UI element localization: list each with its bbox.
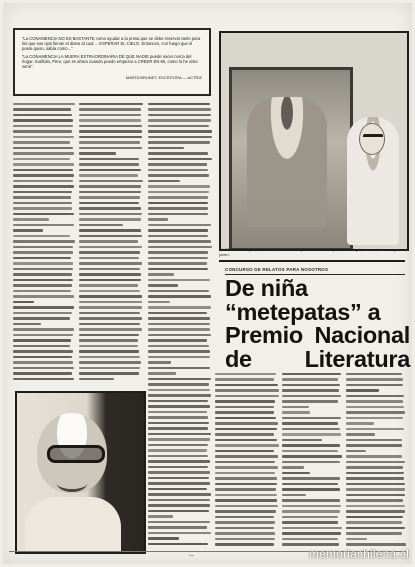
- author-mouth: [57, 475, 87, 492]
- article-headline: [225, 277, 410, 371]
- text-line: [215, 536, 279, 542]
- text-line: [282, 426, 342, 432]
- text-line: [79, 156, 143, 162]
- text-line: [215, 437, 279, 443]
- text-line: [13, 222, 75, 228]
- text-line: [79, 178, 143, 184]
- text-line: [282, 503, 342, 509]
- text-line: [79, 354, 143, 360]
- photo-caption: LA ESCRITORA y un Premio Nacional al trabajo ante el retrato que le hizo el pintor cuando era muy joven.: [219, 248, 405, 262]
- text-line: [282, 448, 342, 454]
- text-line: [13, 376, 75, 382]
- text-line: [215, 382, 279, 388]
- text-line: [79, 233, 143, 239]
- text-line: [79, 343, 143, 349]
- photo-author-portrait: [15, 391, 146, 554]
- text-line: [79, 255, 143, 261]
- text-line: [346, 382, 406, 388]
- text-line: [346, 514, 406, 520]
- text-line: [346, 525, 406, 531]
- text-line: [148, 398, 212, 404]
- text-line: [148, 101, 212, 107]
- text-line: [13, 354, 75, 360]
- text-line: [148, 167, 212, 173]
- text-line: [215, 404, 279, 410]
- text-line: [215, 492, 279, 498]
- text-line: [13, 343, 75, 349]
- text-line: [282, 415, 342, 421]
- text-line: [13, 310, 75, 316]
- text-line: [215, 525, 279, 531]
- text-line: [346, 371, 406, 377]
- text-line: [282, 459, 342, 465]
- quote-paragraph-2: “La CONAMENCIA LA MUERA EXTRAORDINARIA DE QUE NADIE puede nacer cerca del hogar. Suéltalo, Pero, que es ahora cuando puedo empezar a CREER EN MI, como lo he visto venir”.: [22, 54, 198, 69]
- text-line: [13, 255, 75, 261]
- text-line: [148, 541, 212, 547]
- text-line: [148, 200, 212, 206]
- text-line: [148, 497, 212, 503]
- article-kicker: CONCURSO DE RELATOS PARA NOSOTROS: [225, 267, 405, 275]
- text-line: [13, 211, 75, 217]
- text-line: [79, 244, 143, 250]
- text-line: [215, 514, 279, 520]
- text-line: [282, 536, 342, 542]
- author-glasses: [47, 445, 105, 463]
- text-line: [148, 354, 212, 360]
- text-line: [148, 288, 212, 294]
- text-line: [13, 167, 75, 173]
- text-line: [148, 112, 212, 118]
- text-line: [346, 470, 406, 476]
- text-line: [79, 123, 143, 129]
- text-line: [79, 321, 143, 327]
- text-line: [346, 492, 406, 498]
- text-line: [13, 178, 75, 184]
- text-column-5: [282, 371, 342, 551]
- text-line: [13, 123, 75, 129]
- glasses: [363, 134, 383, 142]
- text-line: [79, 299, 143, 305]
- text-line: [148, 519, 212, 525]
- text-line: [148, 277, 212, 283]
- text-line: [13, 156, 75, 162]
- text-line: [148, 321, 212, 327]
- text-line: [13, 189, 75, 195]
- text-line: [148, 156, 212, 162]
- text-line: [215, 481, 279, 487]
- text-line: [215, 393, 279, 399]
- text-line: [346, 459, 406, 465]
- text-line: [13, 288, 75, 294]
- text-line: [346, 426, 406, 432]
- quote-box: [13, 28, 211, 96]
- author-body: [25, 497, 121, 554]
- text-line: [148, 464, 212, 470]
- headline-line-1: De niña: [225, 275, 308, 301]
- text-line: [282, 514, 342, 520]
- text-line: [13, 112, 75, 118]
- text-line: [148, 387, 212, 393]
- text-line: [79, 189, 143, 195]
- text-line: [346, 404, 406, 410]
- text-line: [282, 393, 342, 399]
- text-line: [148, 365, 212, 371]
- text-line: [148, 266, 212, 272]
- text-line: [79, 365, 143, 371]
- text-line: [148, 453, 212, 459]
- page-number: —: [189, 553, 194, 559]
- photo-portrait-with-painting: [219, 31, 409, 251]
- text-line: [148, 486, 212, 492]
- text-line: [79, 101, 143, 107]
- text-line: [215, 542, 279, 548]
- text-line: [79, 266, 143, 272]
- watermark: memoriachilena.cl: [308, 547, 409, 561]
- text-line: [215, 415, 279, 421]
- text-line: [79, 145, 143, 151]
- text-line: [13, 365, 75, 371]
- text-line: [148, 442, 212, 448]
- headline-line-2: “metepatas” a: [225, 298, 381, 325]
- text-line: [148, 508, 212, 514]
- text-line: [13, 332, 75, 338]
- text-line: [148, 244, 212, 250]
- text-line: [215, 426, 279, 432]
- quote-credit: MARTA BRUNET, ESCRITORA — ACTRIZ: [125, 75, 202, 80]
- text-line: [215, 448, 279, 454]
- text-line: [148, 332, 212, 338]
- text-line: [13, 101, 75, 107]
- text-line: [148, 431, 212, 437]
- text-line: [13, 277, 75, 283]
- text-column-1: [13, 101, 75, 386]
- text-line: [79, 310, 143, 316]
- text-line: [215, 371, 279, 377]
- text-line: [79, 200, 143, 206]
- text-column-6: [346, 371, 406, 551]
- text-line: [13, 233, 75, 239]
- text-column-2: [79, 101, 143, 386]
- text-column-3: [148, 101, 212, 551]
- headline-line-3: Premio Nacional: [225, 322, 410, 348]
- text-line: [346, 481, 406, 487]
- text-line: [148, 233, 212, 239]
- text-line: [79, 112, 143, 118]
- painted-figure: [247, 97, 327, 227]
- text-line: [282, 525, 342, 531]
- text-line: [148, 123, 212, 129]
- text-line: [346, 393, 406, 399]
- text-line: [148, 211, 212, 217]
- text-line: [148, 376, 212, 382]
- text-line: [346, 437, 406, 443]
- text-line: [13, 244, 75, 250]
- text-line: [79, 134, 143, 140]
- text-line: [346, 503, 406, 509]
- text-line: [346, 415, 406, 421]
- text-line: [148, 310, 212, 316]
- text-line: [148, 255, 212, 261]
- text-line: [79, 211, 143, 217]
- text-line: [148, 222, 212, 228]
- text-line: [13, 200, 75, 206]
- text-line: [148, 343, 212, 349]
- text-line: [148, 189, 212, 195]
- text-line: [148, 409, 212, 415]
- text-column-4: [215, 371, 279, 551]
- text-line: [282, 371, 342, 377]
- text-line: [148, 530, 212, 536]
- text-line: [215, 470, 279, 476]
- text-line: [282, 481, 342, 487]
- text-line: [13, 145, 75, 151]
- text-line: [79, 277, 143, 283]
- text-line: [148, 134, 212, 140]
- text-line: [148, 475, 212, 481]
- text-line: [13, 266, 75, 272]
- text-line: [79, 332, 143, 338]
- newspaper-page: [3, 3, 412, 564]
- text-line: [215, 459, 279, 465]
- text-line: [79, 288, 143, 294]
- text-line: [79, 167, 143, 173]
- text-line: [13, 134, 75, 140]
- text-line: [282, 382, 342, 388]
- text-line: [215, 503, 279, 509]
- text-line: [79, 376, 143, 382]
- quote-paragraph-1: “La CONAMENCIA NO ES BASTANTE como ayudar a la prosa que se debe reservar tanto para los que sus ojos llenan el diario al cual ... ESPERAR EL CIELO. Entonces, con fuego que el poeta quiso, sabía como...”: [22, 36, 201, 51]
- text-line: [148, 420, 212, 426]
- headline-line-4: de Literatura: [225, 345, 410, 372]
